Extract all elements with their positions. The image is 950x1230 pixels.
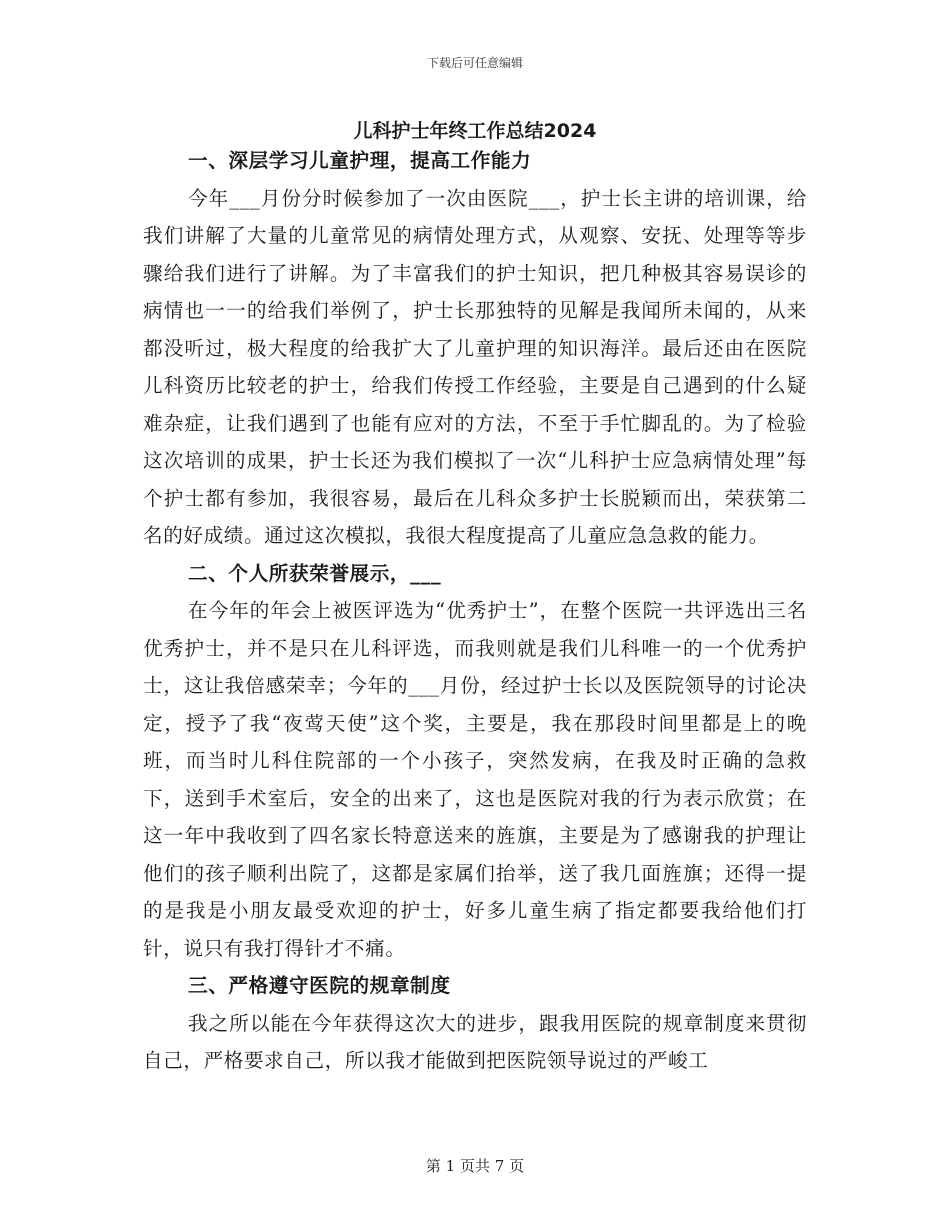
section-1-heading: 一、深层学习儿童护理，提高工作能力 <box>188 149 532 172</box>
section-1-paragraph: 今年___月份分时候参加了一次由医院___，护士长主讲的培训课，给我们讲解了大量的儿童常见的病情处理方式，从观察、安抚、处理等等步骤给我们进行了讲解。为了丰富我们的护士知识，把几种极其容易误诊的病情也一一的给我们举例了，护士长那独特的见解是我闻所未闻的，从来都没听过，极大程度的给我扩大了儿童护理的知识海洋。最后还由在医院儿科资历比较老的护士，给我们传授工作经验，主要是自己遇到的什么疑难杂症，让我们遇到了也能有应对的方法，不至于手忙脚乱的。为了检验这次培训的成果，护士长还为我们模拟了一次“儿科护士应急病情处理”每个护士都有参加，我很容易，最后在儿科众多护士长脱颖而出，荣获第二名的好成绩。通过这次模拟，我很大程度提高了儿童应急急救的能力。 <box>143 186 807 547</box>
document-body <box>143 142 807 1080</box>
document-title: 儿科护士年终工作总结2024 <box>353 120 597 142</box>
download-edit-note: 下载后可任意编辑 <box>426 56 523 70</box>
section-3-paragraph: 我之所以能在今年获得这次大的进步，跟我用医院的规章制度来贯彻自己，严格要求自己，所以我才能做到把医院领导说过的严峻工 <box>143 1011 807 1072</box>
section-2-paragraph: 在今年的年会上被医评选为“优秀护士”，在整个医院一共评选出三名优秀护士，并不是只在儿科评选，而我则就是我们儿科唯一的一个优秀护士，这让我倍感荣幸；今年的___月份，经过护士长以及医院领导的讨论决定，授予了我“夜莺天使”这个奖，主要是，我在那段时间里都是上的晚班，而当时儿科住院部的一个小孩子，突然发病，在我及时正确的急救下，送到手术室后，安全的出来了，这也是医院对我的行为表示欣赏；在这一年中我收到了四名家长特意送来的旌旗，主要是为了感谢我的护理让他们的孩子顺利出院了，这都是家属们抬举，送了我几面旌旗；还得一提的是我是小朋友最受欢迎的护士，好多儿童生病了指定都要我给他们打针，说只有我打得针才不痛。 <box>143 599 807 960</box>
section-2-heading: 二、个人所获荣誉展示，___ <box>188 561 442 585</box>
page-number: 第 1 页共 7 页 <box>425 1157 525 1175</box>
section-3-heading: 三、严格遵守医院的规章制度 <box>188 974 451 997</box>
